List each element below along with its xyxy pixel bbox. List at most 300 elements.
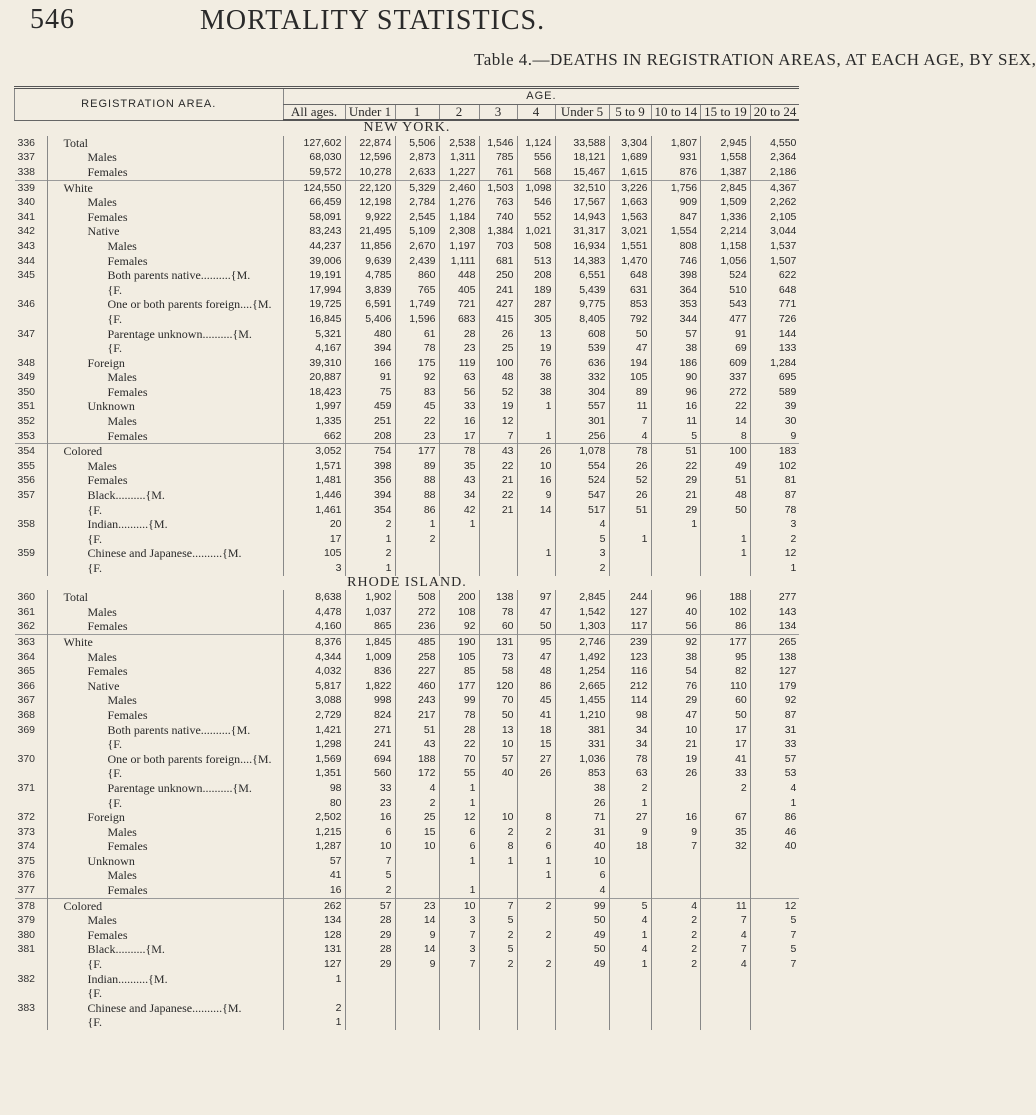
cell-value xyxy=(439,532,479,547)
cell-value: 3,839 xyxy=(345,283,395,298)
cell-value: 3,052 xyxy=(283,444,345,459)
cell-value: 28 xyxy=(345,913,395,928)
cell-value: 48 xyxy=(479,370,517,385)
cell-value: 11 xyxy=(651,414,701,429)
cell-value: 1 xyxy=(701,546,751,561)
cell-value: 97 xyxy=(517,590,555,605)
cell-value: 2 xyxy=(651,913,701,928)
cell-value: 4,160 xyxy=(283,619,345,634)
cell-value: 4,344 xyxy=(283,650,345,665)
cell-value: 2,633 xyxy=(395,165,439,180)
cell-value: 9 xyxy=(750,429,799,444)
cell-value: 33 xyxy=(701,766,751,781)
cell-value: 102 xyxy=(750,459,799,474)
row-label: {F. xyxy=(47,737,283,752)
cell-value: 3 xyxy=(283,561,345,576)
row-label: Black..........{M. xyxy=(47,942,283,957)
cell-value: 1,551 xyxy=(609,239,651,254)
line-number: 345 xyxy=(17,269,36,282)
line-number: 338 xyxy=(17,165,36,178)
cell-value: 114 xyxy=(609,693,651,708)
cell-value: 30 xyxy=(750,414,799,429)
cell-value: 189 xyxy=(517,283,555,298)
cell-value: 127 xyxy=(750,664,799,679)
cell-value: 138 xyxy=(479,590,517,605)
cell-value: 26 xyxy=(517,444,555,459)
cell-value: 2,873 xyxy=(395,150,439,165)
cell-value: 134 xyxy=(283,913,345,928)
cell-value: 96 xyxy=(651,385,701,400)
table-row xyxy=(15,224,800,239)
cell-value: 5 xyxy=(750,942,799,957)
cell-value: 7 xyxy=(439,957,479,972)
cell-value: 16 xyxy=(439,414,479,429)
cell-value: 4 xyxy=(395,781,439,796)
cell-value: 2,364 xyxy=(750,150,799,165)
cell-value xyxy=(609,868,651,883)
line-number xyxy=(15,312,48,327)
cell-value: 49 xyxy=(555,957,609,972)
cell-value: 50 xyxy=(701,503,751,518)
cell-value xyxy=(555,1001,609,1016)
cell-value: 47 xyxy=(517,650,555,665)
cell-value: 78 xyxy=(395,341,439,356)
cell-value: 1,036 xyxy=(555,752,609,767)
cell-value xyxy=(609,986,651,1001)
table-row xyxy=(15,429,800,444)
cell-value: 5 xyxy=(651,429,701,444)
line-number xyxy=(15,341,48,356)
cell-value: 59,572 xyxy=(283,165,345,180)
cell-value: 1,387 xyxy=(701,165,751,180)
cell-value: 6 xyxy=(439,825,479,840)
cell-value: 13 xyxy=(479,723,517,738)
cell-value: 124,550 xyxy=(283,180,345,195)
cell-value: 13 xyxy=(517,327,555,342)
cell-value: 1,503 xyxy=(479,180,517,195)
cell-value: 127,602 xyxy=(283,136,345,151)
cell-value xyxy=(395,1015,439,1030)
cell-value: 57 xyxy=(651,327,701,342)
cell-value: 2 xyxy=(750,532,799,547)
cell-value: 33 xyxy=(345,781,395,796)
line-number: 366 xyxy=(17,679,36,692)
cell-value: 91 xyxy=(345,370,395,385)
table-row xyxy=(15,210,800,225)
cell-value xyxy=(651,781,701,796)
cell-value: 244 xyxy=(609,590,651,605)
cell-value: 22 xyxy=(479,488,517,503)
cell-value xyxy=(701,972,751,987)
row-label: Females xyxy=(47,254,283,269)
cell-value: 10 xyxy=(479,737,517,752)
cell-value: 58,091 xyxy=(283,210,345,225)
cell-value: 554 xyxy=(555,459,609,474)
cell-value: 86 xyxy=(701,619,751,634)
cell-value xyxy=(439,1015,479,1030)
cell-value xyxy=(651,561,701,576)
line-number: 336 xyxy=(17,136,36,149)
cell-value: 16 xyxy=(651,399,701,414)
table-row xyxy=(15,825,800,840)
cell-value: 61 xyxy=(395,327,439,342)
cell-value: 70 xyxy=(439,752,479,767)
cell-value: 34 xyxy=(609,737,651,752)
cell-value: 648 xyxy=(609,268,651,283)
row-label: {F. xyxy=(47,957,283,972)
line-number: 342 xyxy=(17,225,36,238)
cell-value: 1,481 xyxy=(283,473,345,488)
table-row xyxy=(15,854,800,869)
cell-value: 5,329 xyxy=(395,180,439,195)
cell-value: 16,845 xyxy=(283,312,345,327)
row-label: White xyxy=(47,634,283,649)
cell-value: 1 xyxy=(517,399,555,414)
cell-value xyxy=(517,986,555,1001)
row-label: {F. xyxy=(47,341,283,356)
cell-value: 459 xyxy=(345,399,395,414)
line-number: 351 xyxy=(17,400,36,413)
cell-value: 243 xyxy=(395,693,439,708)
cell-value: 12 xyxy=(750,898,799,913)
row-label: {F. xyxy=(47,986,283,1001)
cell-value: 78 xyxy=(609,752,651,767)
table-row xyxy=(15,766,800,781)
column-header: 3 xyxy=(479,104,517,120)
cell-value: 18,121 xyxy=(555,150,609,165)
cell-value: 26 xyxy=(517,766,555,781)
cell-value: 41 xyxy=(283,868,345,883)
cell-value: 4 xyxy=(609,429,651,444)
line-number xyxy=(15,561,48,576)
cell-value: 4,785 xyxy=(345,268,395,283)
cell-value: 808 xyxy=(651,239,701,254)
table-row xyxy=(15,1001,800,1016)
cell-value: 2 xyxy=(283,1001,345,1016)
table-row xyxy=(15,341,800,356)
cell-value: 543 xyxy=(701,297,751,312)
cell-value: 1,807 xyxy=(651,136,701,151)
cell-value: 31,317 xyxy=(555,224,609,239)
line-number: 382 xyxy=(17,972,36,985)
cell-value: 38 xyxy=(517,385,555,400)
cell-value xyxy=(479,972,517,987)
cell-value xyxy=(555,986,609,1001)
cell-value: 35 xyxy=(701,825,751,840)
cell-value: 332 xyxy=(555,370,609,385)
cell-value: 31 xyxy=(750,723,799,738)
cell-value: 33 xyxy=(439,399,479,414)
cell-value: 40 xyxy=(479,766,517,781)
cell-value: 82 xyxy=(701,664,751,679)
cell-value: 272 xyxy=(395,605,439,620)
running-title: MORTALITY STATISTICS. xyxy=(200,5,546,36)
cell-value: 50 xyxy=(701,708,751,723)
line-number: 372 xyxy=(17,811,36,824)
row-label: One or both parents foreign....{M. xyxy=(47,752,283,767)
cell-value: 998 xyxy=(345,693,395,708)
table-row xyxy=(15,868,800,883)
cell-value: 427 xyxy=(479,297,517,312)
cell-value: 55 xyxy=(439,766,479,781)
table-row xyxy=(15,605,800,620)
cell-value: 22 xyxy=(479,459,517,474)
cell-value: 23 xyxy=(395,898,439,913)
cell-value: 3 xyxy=(555,546,609,561)
cell-value: 1,158 xyxy=(701,239,751,254)
cell-value: 4,550 xyxy=(750,136,799,151)
cell-value: 5 xyxy=(750,913,799,928)
cell-value: 138 xyxy=(750,650,799,665)
cell-value: 60 xyxy=(479,619,517,634)
cell-value: 183 xyxy=(750,444,799,459)
cell-value xyxy=(283,986,345,1001)
cell-value: 12,596 xyxy=(345,150,395,165)
cell-value: 2 xyxy=(651,928,701,943)
cell-value: 27 xyxy=(517,752,555,767)
cell-value xyxy=(479,781,517,796)
cell-value xyxy=(479,1001,517,1016)
cell-value: 1,351 xyxy=(283,766,345,781)
cell-value: 513 xyxy=(517,254,555,269)
cell-value: 15 xyxy=(395,825,439,840)
cell-value: 10 xyxy=(345,839,395,854)
cell-value: 4 xyxy=(609,942,651,957)
cell-value: 1,298 xyxy=(283,737,345,752)
cell-value: 88 xyxy=(395,488,439,503)
cell-value: 105 xyxy=(283,546,345,561)
cell-value: 14,383 xyxy=(555,254,609,269)
cell-value: 1,098 xyxy=(517,180,555,195)
row-label: Native xyxy=(47,224,283,239)
cell-value: 143 xyxy=(750,605,799,620)
cell-value xyxy=(439,561,479,576)
cell-value: 8,405 xyxy=(555,312,609,327)
cell-value: 105 xyxy=(609,370,651,385)
cell-value: 524 xyxy=(555,473,609,488)
cell-value: 9 xyxy=(517,488,555,503)
cell-value: 10,278 xyxy=(345,165,395,180)
cell-value: 11 xyxy=(609,399,651,414)
cell-value: 57 xyxy=(283,854,345,869)
cell-value: 1 xyxy=(439,854,479,869)
line-number: 348 xyxy=(17,356,36,369)
cell-value: 262 xyxy=(283,898,345,913)
cell-value xyxy=(750,986,799,1001)
cell-value: 50 xyxy=(555,913,609,928)
cell-value: 251 xyxy=(345,414,395,429)
cell-value: 26 xyxy=(555,796,609,811)
cell-value xyxy=(517,781,555,796)
cell-value: 43 xyxy=(395,737,439,752)
cell-value xyxy=(439,546,479,561)
cell-value: 127 xyxy=(609,605,651,620)
cell-value: 10 xyxy=(555,854,609,869)
cell-value: 80 xyxy=(283,796,345,811)
cell-value: 110 xyxy=(701,679,751,694)
cell-value: 51 xyxy=(651,444,701,459)
cell-value: 78 xyxy=(479,605,517,620)
cell-value: 695 xyxy=(750,370,799,385)
column-header: 2 xyxy=(439,104,479,120)
cell-value: 19 xyxy=(651,752,701,767)
cell-value: 860 xyxy=(395,268,439,283)
table-row xyxy=(15,693,800,708)
cell-value: 1,056 xyxy=(701,254,751,269)
cell-value xyxy=(517,532,555,547)
cell-value: 20 xyxy=(283,517,345,532)
cell-value: 2 xyxy=(479,825,517,840)
cell-value: 38 xyxy=(555,781,609,796)
line-number: 383 xyxy=(17,1001,36,1014)
cell-value: 17,994 xyxy=(283,283,345,298)
row-label: Females xyxy=(47,619,283,634)
cell-value: 1,384 xyxy=(479,224,517,239)
cell-value: 40 xyxy=(750,839,799,854)
cell-value: 2,746 xyxy=(555,634,609,649)
cell-value: 81 xyxy=(750,473,799,488)
table-row xyxy=(15,664,800,679)
cell-value: 87 xyxy=(750,708,799,723)
column-header: 1 xyxy=(395,104,439,120)
cell-value: 236 xyxy=(395,619,439,634)
cell-value: 43 xyxy=(479,444,517,459)
cell-value: 1 xyxy=(651,517,701,532)
cell-value: 177 xyxy=(701,634,751,649)
cell-value xyxy=(651,868,701,883)
cell-value: 188 xyxy=(701,590,751,605)
cell-value: 227 xyxy=(395,664,439,679)
cell-value: 405 xyxy=(439,283,479,298)
cell-value: 39,006 xyxy=(283,254,345,269)
cell-value: 92 xyxy=(395,370,439,385)
cell-value: 250 xyxy=(479,268,517,283)
table-row xyxy=(15,561,800,576)
section-title: NEW YORK. xyxy=(363,120,451,136)
cell-value: 133 xyxy=(750,341,799,356)
cell-value: 5 xyxy=(345,868,395,883)
cell-value: 2,670 xyxy=(395,239,439,254)
cell-value: 7 xyxy=(479,429,517,444)
row-label: Indian..........{M. xyxy=(47,517,283,532)
column-header: Under 1 xyxy=(345,104,395,120)
cell-value: 78 xyxy=(750,503,799,518)
cell-value: 186 xyxy=(651,356,701,371)
cell-value: 2,262 xyxy=(750,195,799,210)
cell-value: 1 xyxy=(517,546,555,561)
cell-value: 45 xyxy=(395,399,439,414)
row-label: One or both parents foreign....{M. xyxy=(47,297,283,312)
cell-value: 19,725 xyxy=(283,297,345,312)
cell-value: 589 xyxy=(750,385,799,400)
cell-value: 9 xyxy=(609,825,651,840)
cell-value: 1,215 xyxy=(283,825,345,840)
cell-value: 17 xyxy=(701,723,751,738)
cell-value: 2,845 xyxy=(555,590,609,605)
cell-value: 792 xyxy=(609,312,651,327)
cell-value: 14 xyxy=(701,414,751,429)
row-label: Males xyxy=(47,650,283,665)
cell-value: 41 xyxy=(701,752,751,767)
table-row xyxy=(15,254,800,269)
cell-value: 7 xyxy=(701,942,751,957)
line-number: 347 xyxy=(17,327,36,340)
line-number: 374 xyxy=(17,840,36,853)
table-row xyxy=(15,708,800,723)
cell-value: 272 xyxy=(701,385,751,400)
cell-value: 2 xyxy=(555,561,609,576)
cell-value: 29 xyxy=(345,928,395,943)
cell-value: 5,439 xyxy=(555,283,609,298)
row-label: Females xyxy=(47,210,283,225)
cell-value: 1,078 xyxy=(555,444,609,459)
cell-value: 38 xyxy=(517,370,555,385)
cell-value: 2 xyxy=(395,796,439,811)
cell-value: 47 xyxy=(517,605,555,620)
cell-value: 836 xyxy=(345,664,395,679)
cell-value: 172 xyxy=(395,766,439,781)
cell-value: 609 xyxy=(701,356,751,371)
cell-value: 54 xyxy=(651,664,701,679)
cell-value: 99 xyxy=(439,693,479,708)
row-label: Females xyxy=(47,385,283,400)
cell-value: 1 xyxy=(439,517,479,532)
cell-value: 1,284 xyxy=(750,356,799,371)
cell-value: 510 xyxy=(701,283,751,298)
table-row xyxy=(15,399,800,414)
cell-value: 100 xyxy=(479,356,517,371)
cell-value: 556 xyxy=(517,150,555,165)
age-header: AGE. xyxy=(283,88,799,105)
line-number: 381 xyxy=(17,943,36,956)
cell-value: 1 xyxy=(439,796,479,811)
cell-value: 7 xyxy=(651,839,701,854)
cell-value: 39 xyxy=(750,399,799,414)
cell-value: 19,191 xyxy=(283,268,345,283)
cell-value: 2 xyxy=(651,957,701,972)
line-number: 343 xyxy=(17,239,36,252)
cell-value: 552 xyxy=(517,210,555,225)
line-number: 362 xyxy=(17,620,36,633)
cell-value: 175 xyxy=(395,356,439,371)
cell-value: 12 xyxy=(479,414,517,429)
cell-value xyxy=(395,546,439,561)
row-label: Both parents native..........{M. xyxy=(47,268,283,283)
cell-value: 92 xyxy=(750,693,799,708)
line-number: 379 xyxy=(17,914,36,927)
cell-value: 87 xyxy=(750,488,799,503)
cell-value: 51 xyxy=(395,723,439,738)
cell-value: 547 xyxy=(555,488,609,503)
cell-value: 14 xyxy=(395,913,439,928)
row-label: Total xyxy=(47,136,283,151)
row-label: Males xyxy=(47,825,283,840)
row-label: Males xyxy=(47,370,283,385)
cell-value: 2,439 xyxy=(395,254,439,269)
cell-value: 52 xyxy=(609,473,651,488)
cell-value: 1,507 xyxy=(750,254,799,269)
cell-value: 217 xyxy=(395,708,439,723)
line-number: 368 xyxy=(17,708,36,721)
cell-value: 7 xyxy=(701,913,751,928)
cell-value: 3,044 xyxy=(750,224,799,239)
table-row xyxy=(15,517,800,532)
row-label: Females xyxy=(47,883,283,898)
cell-value: 2 xyxy=(479,957,517,972)
cell-value: 21 xyxy=(651,737,701,752)
cell-value: 4,032 xyxy=(283,664,345,679)
cell-value: 31 xyxy=(555,825,609,840)
